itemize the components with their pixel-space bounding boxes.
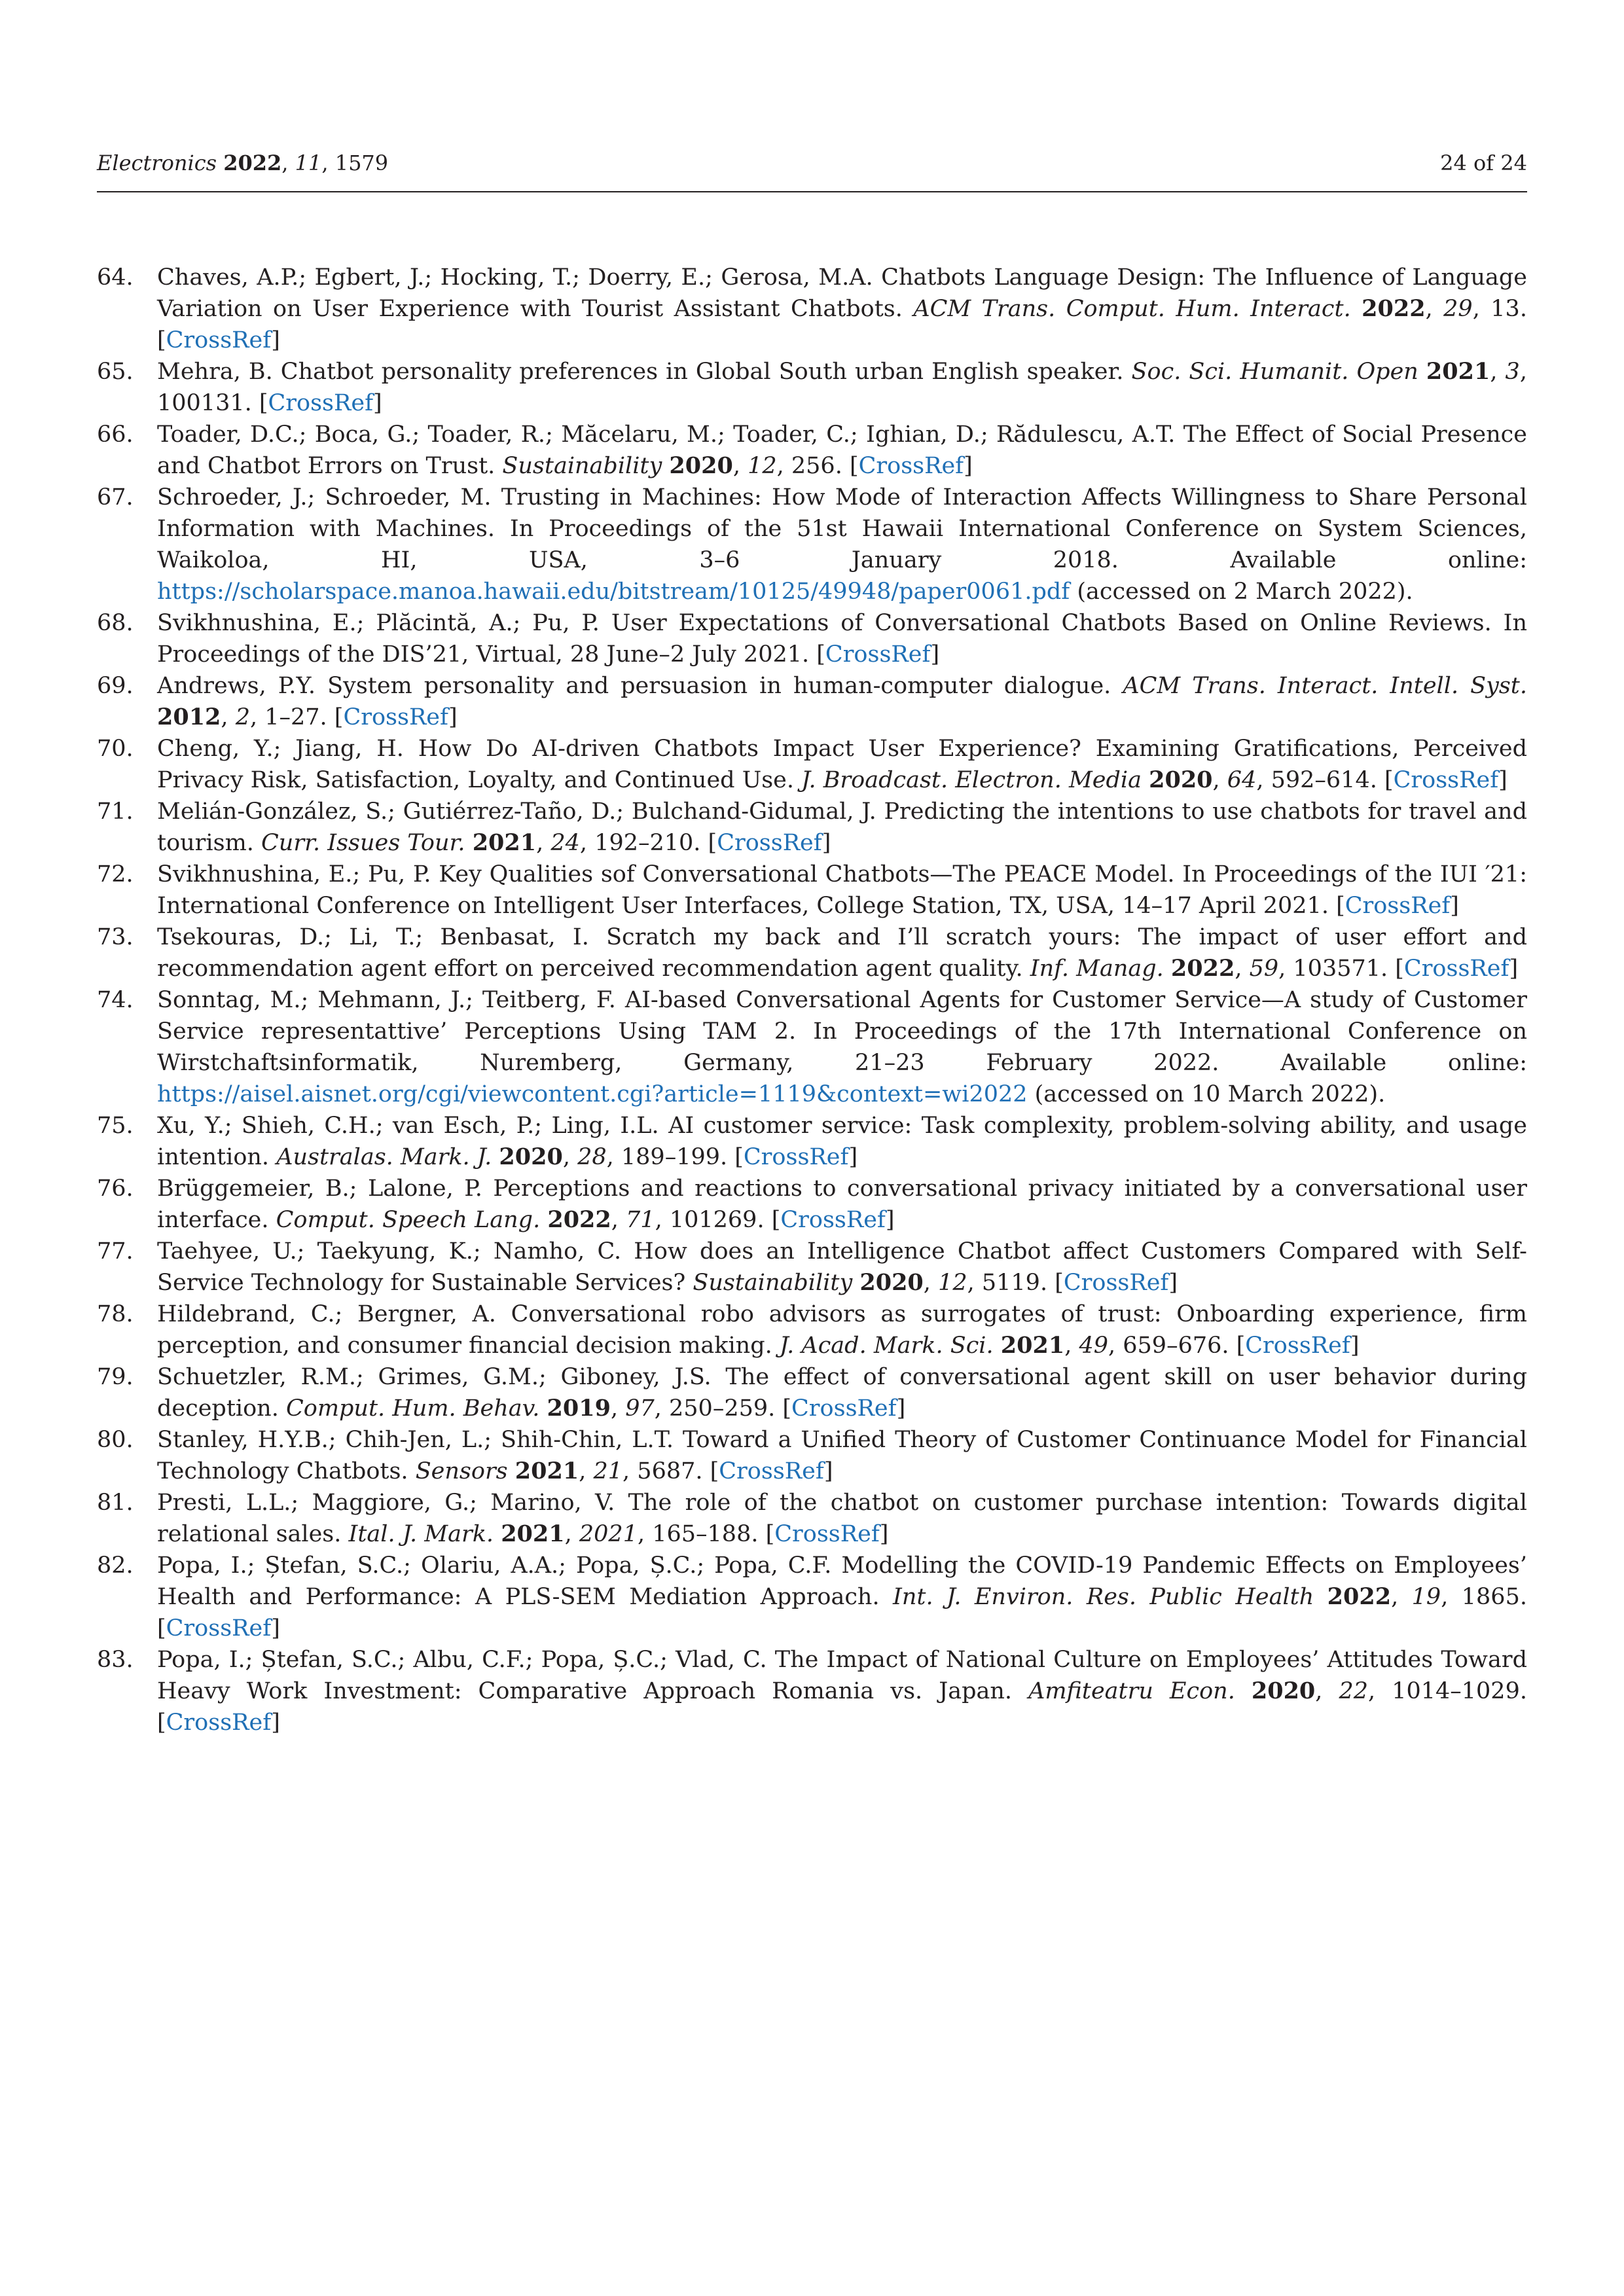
reference-pages: 189–199 — [621, 1144, 720, 1170]
reference-volume: 2 — [235, 704, 250, 730]
reference-year: 2021 — [1000, 1332, 1065, 1359]
crossref-link[interactable]: CrossRef — [858, 453, 964, 479]
reference-volume: 12 — [938, 1270, 967, 1296]
reference-text: Popa, I.; Ștefan, S.C.; Albu, C.F.; Popa, Ș.C.; Vlad, C. The Impact of National Culture on Employees’ Attitudes Toward Heavy Work Investment: Comparative Approach Romania vs. Japan. — [157, 1647, 1527, 1704]
reference-volume: 71 — [626, 1207, 655, 1233]
reference-text: Chaves, A.P.; Egbert, J.; Hocking, T.; Doerry, E.; Gerosa, M.A. Chatbots Language Design: The Influence of Language Variation on User Experience with Tourist Assistant Chatbots. — [157, 264, 1527, 322]
reference-year: 2021 — [1426, 358, 1490, 385]
reference-journal: Sustainability — [502, 453, 662, 479]
reference-text: Stanley, H.Y.B.; Chih-Jen, L.; Shih-Chin, L.T. Toward a Unified Theory of Customer Continuance Model for Financial Technology Chatbots. — [157, 1427, 1527, 1484]
reference-volume: 19 — [1411, 1584, 1441, 1610]
reference-pages: 101269 — [669, 1207, 757, 1233]
reference-number: 71. — [97, 798, 134, 825]
reference-number: 83. — [97, 1647, 134, 1673]
reference-volume: 29 — [1443, 296, 1473, 322]
reference-text: Melián-González, S.; Gutiérrez-Taño, D.; Bulchand-Gidumal, J. Predicting the intentions to use chatbots for travel and tourism. — [157, 798, 1527, 856]
reference-67 — [97, 482, 1527, 607]
reference-text: Hildebrand, C.; Bergner, A. Conversational robo advisors as surrogates of trust: Onboarding experience, firm perception, and consumer financial decision making. — [157, 1301, 1527, 1359]
crossref-link[interactable]: CrossRef — [166, 327, 272, 353]
reference-text: Popa, I.; Ștefan, S.C.; Olariu, A.A.; Popa, Ș.C.; Popa, C.F. Modelling the COVID-19 Pandemic Effects on Employees’ Health and Performance: A PLS-SEM Mediation Approach. — [157, 1552, 1527, 1610]
reference-year: 2022 — [1362, 295, 1426, 322]
reference-journal: Sustainability — [693, 1270, 853, 1296]
reference-66: 66. Toader, D.C.; Boca, G.; Toader, R.; Măcelaru, M.; Toader, C.; Ighian, D.; Rădulescu, A.T. The Effect of Social Presence and Chatbot Errors on Trust. Sustainability 2020, 12, 256. [CrossRef] — [97, 419, 1527, 482]
reference-pages: 165–188 — [652, 1521, 751, 1547]
journal-citation: Electronics 2022, 11, 1579 — [97, 151, 389, 175]
reference-number: 65. — [97, 359, 134, 385]
reference-text: Schroeder, J.; Schroeder, M. Trusting in Machines: How Mode of Interaction Affects Willingness to Share Personal Information with Machines. In Proceedings of the 51st Hawaii International Conference on System Sciences, Waikoloa, HI, USA, 3–6 January 2018. Available online: — [157, 484, 1527, 573]
reference-year: 2020 — [1149, 766, 1213, 793]
crossref-link[interactable]: CrossRef — [1063, 1270, 1169, 1296]
reference-volume: 22 — [1339, 1678, 1369, 1704]
header-rule — [97, 191, 1527, 192]
crossref-link[interactable]: CrossRef — [1344, 893, 1451, 919]
reference-74 — [97, 984, 1527, 1110]
reference-text: Svikhnushina, E.; Pu, P. Key Qualities sof Conversational Chatbots—The PEACE Model. In Proceedings of the IUI ′21: International Conference on Intelligent User Interfaces, College Station, TX, USA, 14–17 April 2021. — [157, 861, 1527, 919]
reference-journal: Comput. Speech Lang. — [276, 1207, 541, 1233]
reference-number: 78. — [97, 1301, 134, 1327]
reference-journal: Amfiteatru Econ. — [1028, 1678, 1235, 1704]
reference-journal: Sensors — [415, 1458, 508, 1484]
reference-text: Taehyee, U.; Taekyung, K.; Namho, C. How does an Intelligence Chatbot affect Customers Compared with Self-Service Technology for Sustainable Services? — [157, 1238, 1527, 1296]
reference-text: Toader, D.C.; Boca, G.; Toader, R.; Măcelaru, M.; Toader, C.; Ighian, D.; Rădulescu, A.T. The Effect of Social Presence and Chatbot Errors on Trust. — [157, 422, 1527, 479]
reference-year: 2020 — [499, 1143, 563, 1170]
reference-text: Sonntag, M.; Mehmann, J.; Teitberg, F. AI-based Conversational Agents for Customer Service—A study of Customer Service representattive’ Perceptions Using TAM 2. In Proceedings of the 17th International Conference on Wirstchaftsinformatik, Nuremberg, Germany, 21–23 February 2022. Available online: — [157, 987, 1527, 1076]
reference-journal: Inf. Manag. — [1030, 956, 1164, 982]
reference-number: 70. — [97, 736, 134, 762]
crossref-link[interactable]: CrossRef — [743, 1144, 849, 1170]
reference-year: 2021 — [514, 1458, 579, 1484]
reference-volume: 64 — [1227, 767, 1257, 793]
crossref-link[interactable]: CrossRef — [780, 1207, 886, 1233]
reference-number: 79. — [97, 1364, 134, 1390]
reference-journal: Comput. Hum. Behav. — [285, 1395, 540, 1422]
journal-year: 2022 — [223, 151, 282, 175]
reference-pages: 659–676 — [1123, 1333, 1222, 1359]
journal-volume: 11 — [295, 151, 322, 175]
reference-journal: Ital. J. Mark. — [348, 1521, 494, 1547]
reference-volume: 21 — [593, 1458, 623, 1484]
reference-pages: 256 — [791, 453, 835, 479]
reference-number: 67. — [97, 484, 134, 511]
reference-volume: 2021 — [579, 1521, 638, 1547]
crossref-link[interactable]: CrossRef — [717, 830, 822, 856]
reference-text: Xu, Y.; Shieh, C.H.; van Esch, P.; Ling, I.L. AI customer service: Task complexity, problem-solving ability, and usage intention. — [157, 1113, 1527, 1170]
reference-text: Mehra, B. Chatbot personality preferences in Global South urban English speaker. — [157, 359, 1132, 385]
reference-65: 65. Mehra, B. Chatbot personality preferences in Global South urban English speaker. Soc. Sci. Humanit. Open 2021, 3, 100131. [CrossRef] — [97, 356, 1527, 419]
reference-year: 2020 — [669, 452, 733, 479]
reference-76: 76. Brüggemeier, B.; Lalone, P. Perceptions and reactions to conversational privacy initiated by a conversational user interface. Comput. Speech Lang. 2022, 71, 101269. [CrossRef] — [97, 1173, 1527, 1236]
url-link[interactable]: https://aisel.aisnet.org/cgi/viewcontent.cgi?article=1119&context=wi2022 — [157, 1081, 1028, 1107]
reference-number: 75. — [97, 1113, 134, 1139]
reference-text: Cheng, Y.; Jiang, H. How Do AI-driven Chatbots Impact User Experience? Examining Gratifications, Perceived Privacy Risk, Satisfaction, Loyalty, and Continued Use. — [157, 736, 1527, 793]
reference-75: 75. Xu, Y.; Shieh, C.H.; van Esch, P.; Ling, I.L. AI customer service: Task complexity, problem-solving ability, and usage intention. Australas. Mark. J. 2020, 28, 189–199. [CrossRef] — [97, 1110, 1527, 1173]
reference-pages: 103571 — [1293, 956, 1381, 982]
reference-pages: 5687 — [637, 1458, 696, 1484]
crossref-link[interactable]: CrossRef — [791, 1395, 897, 1422]
reference-year: 2022 — [1327, 1583, 1392, 1610]
crossref-link[interactable]: CrossRef — [719, 1458, 824, 1484]
reference-68: 68. Svikhnushina, E.; Plăcintă, A.; Pu, P. User Expectations of Conversational Chatbots Based on Online Reviews. In Proceedings of the DIS’21, Virtual, 28 June–2 July 2021. [CrossRef] — [97, 607, 1527, 670]
crossref-link[interactable]: CrossRef — [1403, 956, 1509, 982]
reference-volume: 59 — [1249, 956, 1279, 982]
reference-journal: Curr. Issues Tour. — [261, 830, 465, 856]
reference-year: 2022 — [1170, 955, 1235, 982]
reference-number: 76. — [97, 1175, 134, 1202]
reference-number: 73. — [97, 924, 134, 950]
reference-pages: 250–259 — [669, 1395, 768, 1422]
reference-text: Brüggemeier, B.; Lalone, P. Perceptions and reactions to conversational privacy initiated by a conversational user interface. — [157, 1175, 1527, 1233]
reference-number: 72. — [97, 861, 134, 888]
reference-volume: 28 — [577, 1144, 607, 1170]
reference-number: 77. — [97, 1238, 134, 1265]
reference-pages: 1014–1029 — [1392, 1678, 1520, 1704]
reference-text: Tsekouras, D.; Li, T.; Benbasat, I. Scratch my back and I’ll scratch yours: The impact of user effort and recommendation agent effort on perceived recommendation agent quality. — [157, 924, 1527, 982]
reference-69: 69. Andrews, P.Y. System personality and persuasion in human-computer dialogue. ACM Trans. Interact. Intell. Syst. 2012, 2, 1–27. [CrossRef] — [97, 670, 1527, 733]
reference-number: 66. — [97, 422, 134, 448]
reference-accessed: (accessed on 10 March 2022). — [1027, 1081, 1386, 1107]
crossref-link[interactable]: CrossRef — [166, 1710, 272, 1736]
reference-journal: ACM Trans. Interact. Intell. Syst. — [1123, 673, 1527, 699]
reference-volume: 12 — [748, 453, 777, 479]
reference-number: 80. — [97, 1427, 134, 1453]
url-link[interactable]: https://scholarspace.manoa.hawaii.edu/bitstream/10125/49948/paper0061.pdf — [157, 579, 1070, 605]
reference-number: 68. — [97, 610, 134, 636]
reference-71: 71. Melián-González, S.; Gutiérrez-Taño, D.; Bulchand-Gidumal, J. Predicting the intentions to use chatbots for travel and tourism. Curr. Issues Tour. 2021, 24, 192–210. [CrossRef] — [97, 796, 1527, 859]
reference-pages: 592–614 — [1271, 767, 1370, 793]
reference-list — [97, 262, 1527, 1738]
reference-pages: 100131 — [157, 390, 245, 416]
reference-pages: 1865 — [1461, 1584, 1520, 1610]
reference-number: 69. — [97, 673, 134, 699]
crossref-link[interactable]: CrossRef — [166, 1615, 272, 1641]
reference-year: 2021 — [472, 829, 537, 856]
crossref-link[interactable]: CrossRef — [1393, 767, 1499, 793]
reference-70: 70. Cheng, Y.; Jiang, H. How Do AI-driven Chatbots Impact User Experience? Examining Gratifications, Perceived Privacy Risk, Satisfaction, Loyalty, and Continued Use. J. Broadcast. Electron. Media 2020, 64, 592–614. [CrossRef] — [97, 733, 1527, 796]
reference-79: 79. Schuetzler, R.M.; Grimes, G.M.; Giboney, J.S. The effect of conversational agent skill on user behavior during deception. Comput. Hum. Behav. 2019, 97, 250–259. [CrossRef] — [97, 1361, 1527, 1424]
crossref-link[interactable]: CrossRef — [774, 1521, 880, 1547]
reference-number: 81. — [97, 1490, 134, 1516]
reference-volume: 49 — [1079, 1333, 1108, 1359]
reference-64: 64. Chaves, A.P.; Egbert, J.; Hocking, T.; Doerry, E.; Gerosa, M.A. Chatbots Language Design: The Influence of Language Variation on User Experience with Tourist Assistant Chatbots. ACM Trans. Comput. Hum. Interact. 2022, 29, 13. [CrossRef] — [97, 262, 1527, 356]
reference-year: 2019 — [547, 1395, 611, 1422]
reference-year: 2020 — [859, 1269, 924, 1296]
reference-year: 2020 — [1251, 1677, 1316, 1704]
reference-82: 82. Popa, I.; Ștefan, S.C.; Olariu, A.A.; Popa, Ș.C.; Popa, C.F. Modelling the COVID-19 Pandemic Effects on Employees’ Health and Performance: A PLS-SEM Mediation Approach. Int. J. Environ. Res. Public Health 2022, 19, 1865. [CrossRef] — [97, 1550, 1527, 1644]
reference-81: 81. Presti, L.L.; Maggiore, G.; Marino, V. The role of the chatbot on customer purchase intention: Towards digital relational sales. Ital. J. Mark. 2021, 2021, 165–188. [CrossRef] — [97, 1487, 1527, 1550]
page-header — [97, 151, 1527, 190]
reference-volume: 24 — [550, 830, 580, 856]
reference-journal: J. Broadcast. Electron. Media — [801, 767, 1142, 793]
reference-77: 77. Taehyee, U.; Taekyung, K.; Namho, C. How does an Intelligence Chatbot affect Customers Compared with Self-Service Technology for Sustainable Services? Sustainability 2020, 12, 5119. [CrossRef] — [97, 1236, 1527, 1299]
reference-text: Andrews, P.Y. System personality and persuasion in human-computer dialogue. — [157, 673, 1123, 699]
article-number: 1579 — [334, 151, 389, 175]
reference-pages: 192–210 — [594, 830, 694, 856]
reference-journal: Australas. Mark. J. — [276, 1144, 492, 1170]
reference-year: 2021 — [501, 1520, 565, 1547]
crossref-link[interactable]: CrossRef — [268, 390, 374, 416]
journal-name: Electronics — [97, 151, 217, 175]
reference-accessed: (accessed on 2 March 2022). — [1070, 579, 1413, 605]
crossref-link[interactable]: CrossRef — [1245, 1333, 1350, 1359]
reference-pages: 1–27 — [264, 704, 320, 730]
crossref-link[interactable]: CrossRef — [343, 704, 448, 730]
reference-number: 82. — [97, 1552, 134, 1579]
reference-journal: ACM Trans. Comput. Hum. Interact. — [913, 296, 1351, 322]
crossref-link[interactable]: CrossRef — [825, 641, 931, 668]
reference-72: 72. Svikhnushina, E.; Pu, P. Key Qualities sof Conversational Chatbots—The PEACE Model. In Proceedings of the IUI ′21: International Conference on Intelligent User Interfaces, College Station, TX, USA, 14–17 April 2021. [CrossRef] — [97, 859, 1527, 922]
reference-83: 83. Popa, I.; Ștefan, S.C.; Albu, C.F.; Popa, Ș.C.; Vlad, C. The Impact of National Culture on Employees’ Attitudes Toward Heavy Work Investment: Comparative Approach Romania vs. Japan. Amfiteatru Econ. 2020, 22, 1014–1029. [CrossRef] — [97, 1644, 1527, 1738]
reference-number: 64. — [97, 264, 134, 291]
reference-text: Schuetzler, R.M.; Grimes, G.M.; Giboney, J.S. The effect of conversational agent skill on user behavior during deception. — [157, 1364, 1527, 1422]
reference-73: 73. Tsekouras, D.; Li, T.; Benbasat, I. Scratch my back and I’ll scratch yours: The impact of user effort and recommendation agent effort on perceived recommendation agent quality. Inf. Manag. 2022, 59, 103571. [CrossRef] — [97, 922, 1527, 984]
reference-journal: Soc. Sci. Humanit. Open — [1131, 359, 1418, 385]
reference-text: Svikhnushina, E.; Plăcintă, A.; Pu, P. User Expectations of Conversational Chatbots Based on Online Reviews. In Proceedings of the DIS’21, Virtual, 28 June–2 July 2021. — [157, 610, 1527, 668]
reference-pages: 5119 — [981, 1270, 1040, 1296]
reference-year: 2012 — [157, 704, 221, 730]
reference-volume: 97 — [625, 1395, 655, 1422]
reference-80: 80. Stanley, H.Y.B.; Chih-Jen, L.; Shih-Chin, L.T. Toward a Unified Theory of Customer Continuance Model for Financial Technology Chatbots. Sensors 2021, 21, 5687. [CrossRef] — [97, 1424, 1527, 1487]
reference-text: Presti, L.L.; Maggiore, G.; Marino, V. The role of the chatbot on customer purchase intention: Towards digital relational sales. — [157, 1490, 1527, 1547]
reference-volume: 3 — [1505, 359, 1520, 385]
reference-journal: Int. J. Environ. Res. Public Health — [893, 1584, 1314, 1610]
reference-pages: 13 — [1490, 296, 1520, 322]
reference-number: 74. — [97, 987, 134, 1013]
reference-78: 78. Hildebrand, C.; Bergner, A. Conversational robo advisors as surrogates of trust: Onboarding experience, firm perception, and consumer financial decision making. J. Acad. Mark. Sci. 2021, 49, 659–676. [CrossRef] — [97, 1299, 1527, 1361]
page-number: 24 of 24 — [1440, 151, 1527, 175]
reference-year: 2022 — [547, 1206, 611, 1233]
reference-journal: J. Acad. Mark. Sci. — [779, 1333, 994, 1359]
